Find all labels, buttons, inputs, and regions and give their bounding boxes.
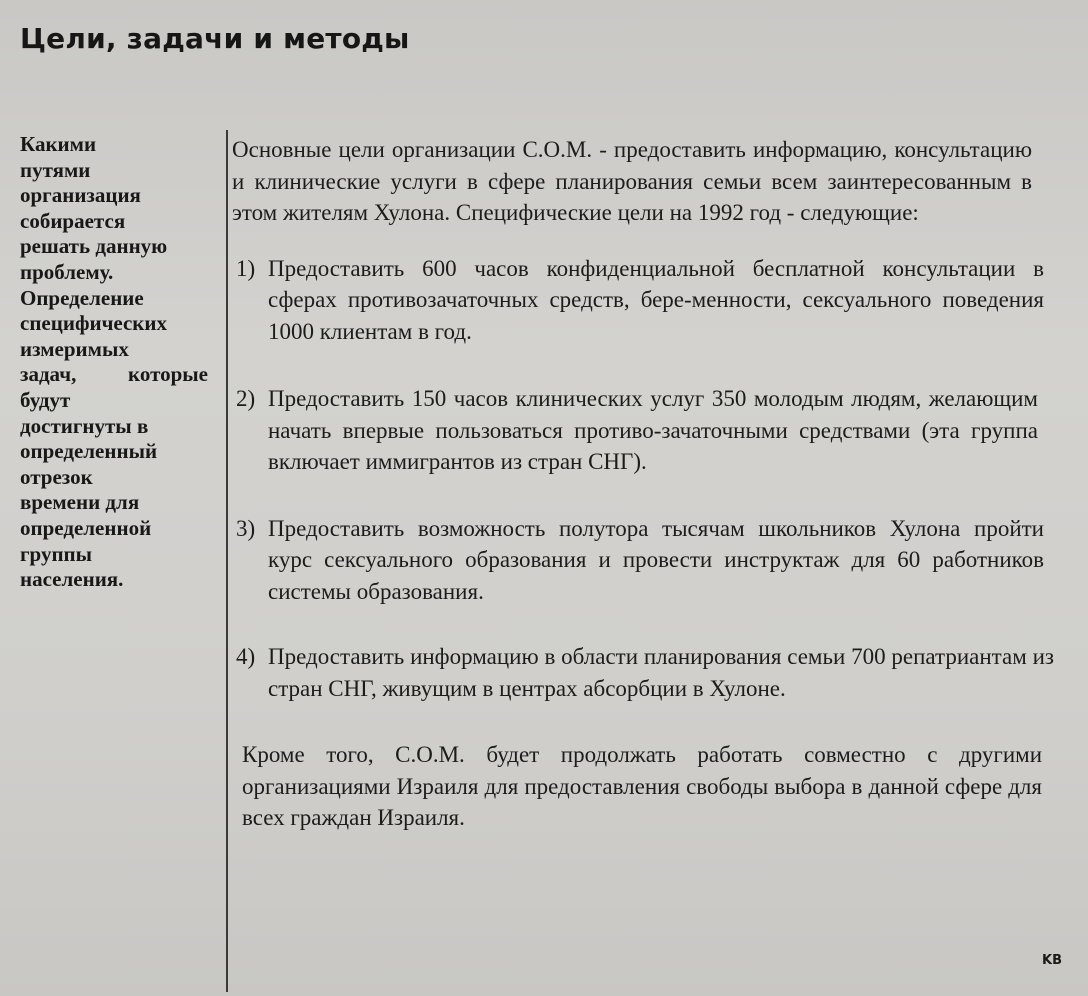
goal-item [232,383,1038,478]
sidebar-line: населения. [20,567,124,592]
goal-item [232,641,1054,704]
goal-text: Предоставить информацию в области планирования семьи 700 репатриантам из стран СНГ, живущим в центрах абсорбции в Хулоне. [268,644,1054,701]
goal-number: 4) [236,644,256,669]
column-divider [226,130,228,992]
goal-item [232,513,1044,608]
sidebar-line: решать данную [20,234,168,259]
sidebar-line: группы [20,541,93,566]
sidebar-line: отрезок [20,464,93,489]
sidebar-line: путями [20,157,91,182]
main-content [232,134,1052,834]
sidebar-question [20,132,220,593]
sidebar-line: Определение [20,285,144,310]
sidebar-line: собирается [20,208,126,233]
sidebar-line: специфических [20,311,168,336]
goal-item [232,253,1044,348]
sidebar-line: проблему. [20,259,114,284]
sidebar-line: будут [20,387,71,412]
goal-text: Предоставить возможность полутора тысячам школьников Хулона пройти курс сексуального образования и провести инструктаж для 60 работников системы образования. [268,515,1044,604]
goal-number: 1) [236,255,256,281]
sidebar-line: времени для [20,490,140,515]
corner-mark: KB [1042,953,1062,968]
sidebar-line: организация [20,183,141,208]
goals-list [232,253,1052,705]
page-title: Цели, задачи и методы [20,22,410,55]
intro-paragraph: Основные цели организации С.О.М. - предоставить информацию, консультацию и клинические услуги в сфере планирования семьи всем заинтересованным в этом жителям Хулона. Специфические цели на 1992 год - следующие: [232,137,1032,225]
closing-paragraph: Кроме того, С.О.М. будет продолжать работать совместно с другими организациями Израиля для предоставления свободы выбора в данной сфере для всех граждан Израиля. [242,742,1042,830]
sidebar-line: задач, которые [20,362,208,387]
sidebar-line: определенный [20,439,158,464]
sidebar-line: измеримых [20,336,129,361]
goal-number: 3) [236,515,256,541]
goal-text: Предоставить 600 часов конфиденциальной бесплатной консультации в сферах противозачаточных средств, бере-менности, сексуального поведения 1000 клиентам в год. [268,255,1044,344]
goal-number: 2) [236,386,256,411]
sidebar-line: Какими [20,132,97,156]
sidebar-line: достигнуты в [20,413,149,438]
goal-text: Предоставить 150 часов клинических услуг 350 молодым людям, желающим начать впервые пользоваться противо-зачаточными средствами (эта группа включает иммигрантов из стран СНГ). [268,386,1038,474]
sidebar-line: определенной [20,515,152,540]
